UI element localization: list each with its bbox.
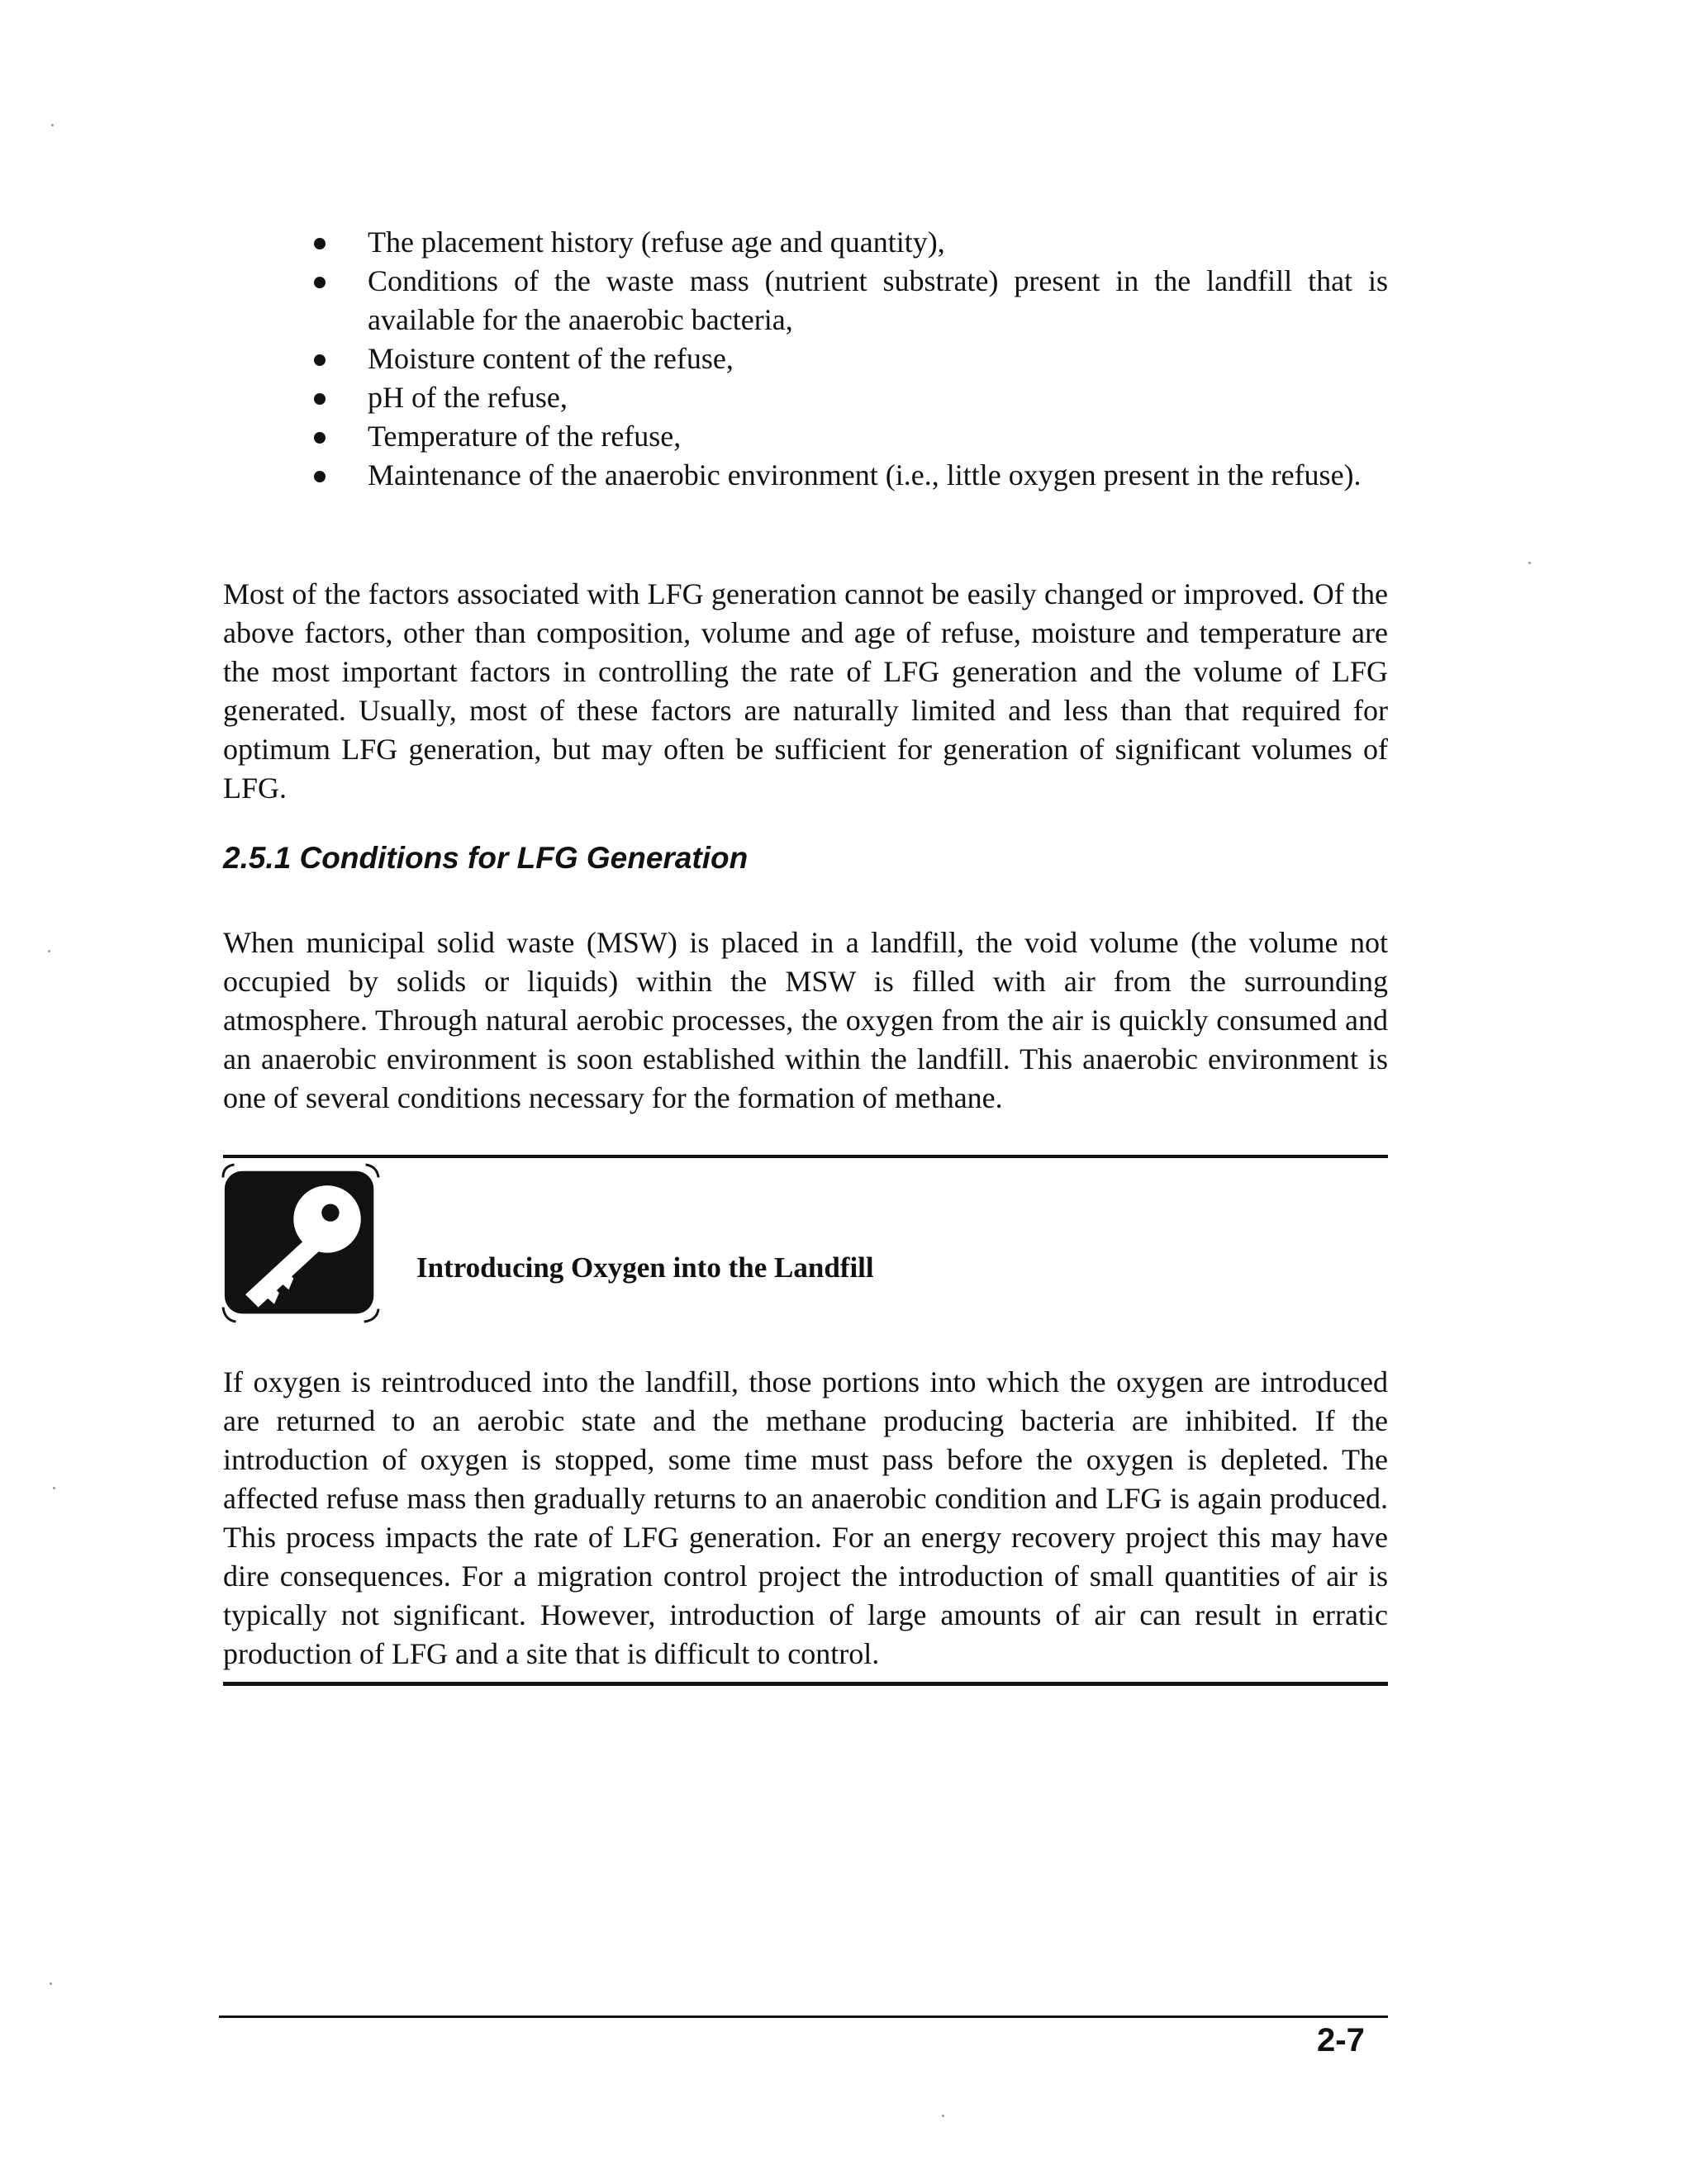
bullet-icon bbox=[314, 432, 326, 444]
callout-paragraph: If oxygen is reintroduced into the landfill, those portions into which the oxygen are introduced are returned to an aerobic state and the methane producing bacteria are inhibited. If the introduction of oxygen is stopped, some time must pass before the oxygen is depleted. The affected refuse mass then gradually returns to an anaerobic condition and LFG is again produced. This process impacts the rate of LFG generation. For an energy recovery project this may have dire consequences. For a migration control project the introduction of small quantities of air is typically not significant. However, introduction of large amounts of air can result in erratic production of LFG and a site that is difficult to control. bbox=[223, 1365, 1388, 1670]
bullet-icon bbox=[314, 238, 326, 249]
scan-speck bbox=[1528, 562, 1531, 564]
list-item bbox=[314, 223, 1388, 262]
callout-top-rule bbox=[223, 1155, 1388, 1158]
scan-speck bbox=[53, 1487, 55, 1489]
list-item-text: pH of the refuse, bbox=[368, 381, 568, 414]
list-item bbox=[314, 339, 1388, 378]
list-item bbox=[314, 262, 1388, 339]
factor-list bbox=[314, 223, 1388, 495]
section-heading: 2.5.1 Conditions for LFG Generation bbox=[223, 841, 749, 875]
factors-paragraph: Most of the factors associated with LFG generation cannot be easily changed or improved. Of the above factors, other than composition, volume and age of refuse, moisture and temperature are the most important factors in controlling the rate of LFG generation and the volume of LFG generated. Usually, most of these factors are naturally limited and less than that required for optimum LFG generation, but may often be sufficient for generation of significant volumes of LFG. bbox=[223, 577, 1388, 805]
bullet-icon bbox=[314, 354, 326, 366]
bullet-icon bbox=[314, 277, 326, 288]
list-item-text: Moisture content of the refuse, bbox=[368, 342, 734, 375]
scan-speck bbox=[942, 2115, 944, 2117]
bullet-icon bbox=[314, 471, 326, 482]
callout-title: Introducing Oxygen into the Landfill bbox=[416, 1251, 874, 1284]
conditions-paragraph: When municipal solid waste (MSW) is placed in a landfill, the void volume (the volume not occupied by solids or liquids) within the MSW is filled with air from the surrounding atmosphere. Through natural aerobic processes, the oxygen from the air is quickly consumed and an anaerobic environment is soon established within the landfill. This anaerobic environment is one of several conditions necessary for the formation of methane. bbox=[223, 926, 1388, 1114]
scan-speck bbox=[51, 124, 54, 126]
list-item bbox=[314, 456, 1388, 495]
callout-bottom-rule bbox=[223, 1682, 1388, 1686]
list-item-text: Conditions of the waste mass (nutrient substrate) present in the landfill that is available for the anaerobic bacteria, bbox=[368, 264, 1388, 336]
bullet-icon bbox=[314, 393, 326, 405]
list-item bbox=[314, 417, 1388, 456]
scan-speck bbox=[50, 1982, 52, 1985]
footer-rule bbox=[219, 2015, 1388, 2018]
list-item-text: The placement history (refuse age and quantity), bbox=[368, 226, 945, 259]
key-icon bbox=[221, 1163, 382, 1323]
list-item bbox=[314, 378, 1388, 417]
list-item-text: Maintenance of the anaerobic environment (i.e., little oxygen present in the refuse). bbox=[368, 458, 1362, 491]
list-item-text: Temperature of the refuse, bbox=[368, 420, 682, 453]
page-number: 2-7 bbox=[1317, 2022, 1365, 2058]
scan-speck bbox=[48, 950, 50, 952]
